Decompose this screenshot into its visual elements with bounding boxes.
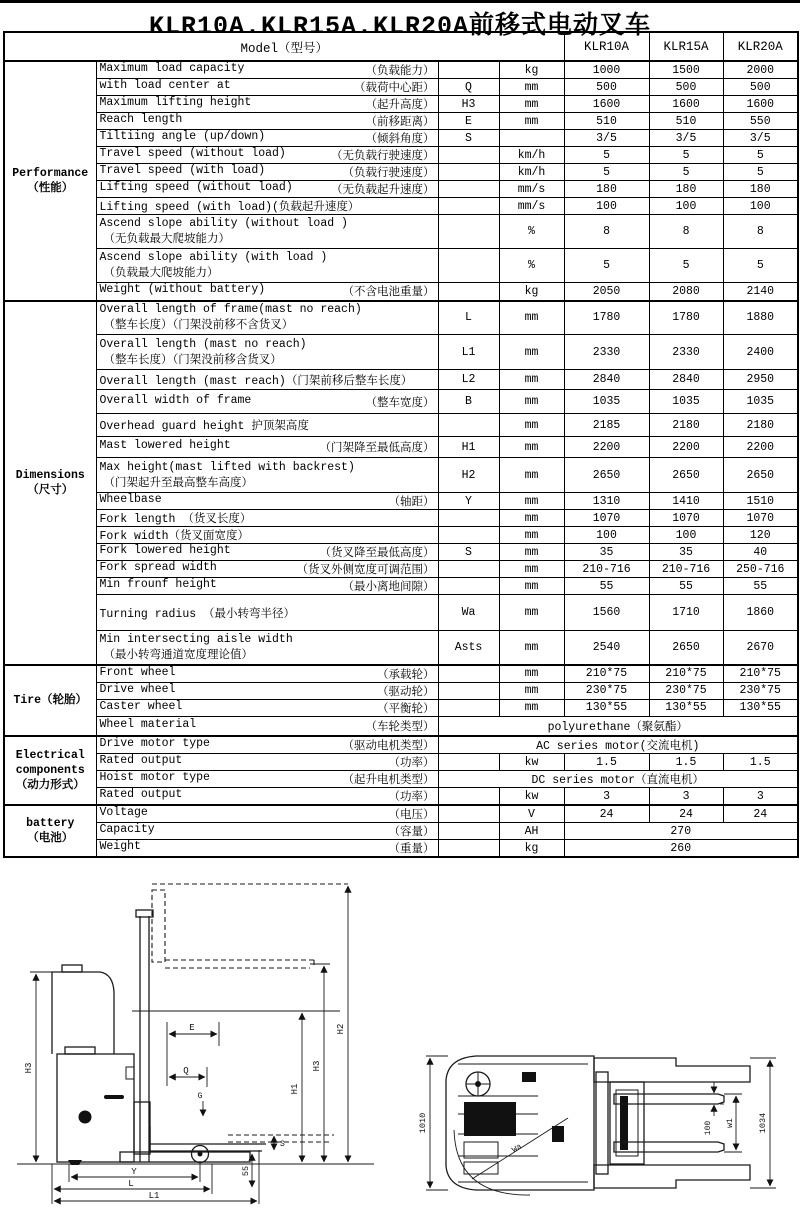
spec-symbol: B (438, 390, 499, 414)
spec-unit: % (499, 215, 564, 249)
spec-value-klr10a: 1000 (564, 61, 649, 79)
spec-value-klr20a: 1.5 (723, 754, 798, 771)
spec-row (4, 458, 798, 493)
spec-desc: Overall length of frame(mast no reach) （整车长度）（门架没前移不含货叉） (96, 301, 438, 335)
spec-value-klr15a: 100 (649, 198, 723, 215)
spec-value-klr15a: 2840 (649, 370, 723, 390)
spec-value-klr10a: 2840 (564, 370, 649, 390)
spec-desc: Weight (without battery) （不含电池重量） (96, 283, 438, 301)
spec-desc: Rated output （功率） (96, 788, 438, 806)
spec-unit: % (499, 249, 564, 283)
spec-row (4, 198, 798, 215)
spec-unit: mm (499, 79, 564, 96)
spec-value-klr20a: 180 (723, 181, 798, 198)
spec-symbol (438, 527, 499, 544)
spec-unit: kw (499, 754, 564, 771)
spec-value-klr15a: 100 (649, 527, 723, 544)
spec-desc: Travel speed (with load) （负载行驶速度） (96, 164, 438, 181)
spec-value-klr10a: 5 (564, 147, 649, 164)
spec-desc: Maximum lifting height （起升高度） (96, 96, 438, 113)
spec-value-klr10a: 100 (564, 198, 649, 215)
spec-desc: Travel speed (without load) （无负载行驶速度） (96, 147, 438, 164)
dim-h3-left-label: H3 (24, 1062, 34, 1074)
spec-value-klr15a: 1600 (649, 96, 723, 113)
spec-row (4, 788, 798, 806)
spec-unit: mm (499, 493, 564, 510)
spec-value-klr20a: 1035 (723, 390, 798, 414)
spec-row (4, 665, 798, 683)
spec-symbol (438, 578, 499, 595)
spec-unit: mm (499, 527, 564, 544)
spec-value-klr15a: 3/5 (649, 130, 723, 147)
spec-value-klr15a: 1780 (649, 301, 723, 335)
spec-value-klr20a: 2180 (723, 414, 798, 437)
spec-value-klr15a: 55 (649, 578, 723, 595)
spec-symbol: L2 (438, 370, 499, 390)
spec-value-klr15a: 8 (649, 215, 723, 249)
dim-l1-label: L1 (148, 1191, 160, 1201)
spec-span-value: AC series motor(交流电机) (438, 736, 798, 754)
spec-unit: mm (499, 458, 564, 493)
spec-symbol: H2 (438, 458, 499, 493)
spec-unit: kw (499, 788, 564, 806)
spec-value-klr20a: 2000 (723, 61, 798, 79)
spec-row (4, 370, 798, 390)
spec-row (4, 335, 798, 370)
spec-value-klr15a: 180 (649, 181, 723, 198)
dim-h3-right-label: H3 (312, 1060, 322, 1072)
spec-unit: mm (499, 437, 564, 458)
spec-unit: km/h (499, 164, 564, 181)
spec-symbol (438, 840, 499, 858)
spec-row (4, 61, 798, 79)
spec-desc: Front wheel （承载轮） (96, 665, 438, 683)
spec-row (4, 414, 798, 437)
spec-symbol: L (438, 301, 499, 335)
spec-unit: mm (499, 335, 564, 370)
side-view-drawing (12, 864, 397, 1209)
spec-desc: Lifting speed (with load)(负载起升速度） (96, 198, 438, 215)
spec-value-klr15a: 2080 (649, 283, 723, 301)
spec-unit: kg (499, 283, 564, 301)
dim-h1-label: H1 (290, 1083, 300, 1095)
spec-unit: mm (499, 113, 564, 130)
dim-y-label: Y (131, 1167, 137, 1177)
dim-wa-label: Wa (510, 1142, 524, 1156)
spec-row (4, 805, 798, 823)
spec-unit: mm (499, 578, 564, 595)
page-title: KLR10A.KLR15A.KLR20A前移式电动叉车 (0, 0, 800, 31)
technical-drawings (0, 860, 800, 1212)
spec-span-value: polyurethane（聚氨酯） (438, 716, 798, 736)
spec-unit: AH (499, 823, 564, 840)
spec-value-klr20a: 550 (723, 113, 798, 130)
spec-value-klr15a: 130*55 (649, 699, 723, 716)
spec-desc: Turning radius （最小转弯半径） (96, 595, 438, 631)
spec-unit: mm (499, 370, 564, 390)
spec-row (4, 544, 798, 561)
spec-unit: mm (499, 414, 564, 437)
spec-value-klr20a: 120 (723, 527, 798, 544)
spec-value-klr20a: 5 (723, 147, 798, 164)
spec-span-value: DC series motor（直流电机） (438, 771, 798, 788)
spec-symbol (438, 754, 499, 771)
spec-value-klr10a: 2650 (564, 458, 649, 493)
spec-value-klr15a: 2650 (649, 458, 723, 493)
spec-symbol: H3 (438, 96, 499, 113)
spec-row (4, 96, 798, 113)
section-label: Dimensions （尺寸） (4, 301, 96, 665)
spec-value-klr20a: 3 (723, 788, 798, 806)
spec-value-klr20a: 2670 (723, 631, 798, 665)
spec-row (4, 595, 798, 631)
spec-value-klr10a: 1.5 (564, 754, 649, 771)
spec-row (4, 840, 798, 858)
dim-55-label: 55 (241, 1165, 251, 1177)
spec-value-klr10a: 100 (564, 527, 649, 544)
spec-unit: mm (499, 665, 564, 683)
spec-row (4, 754, 798, 771)
spec-desc: Rated output （功率） (96, 754, 438, 771)
spec-unit: km/h (499, 147, 564, 164)
spec-desc: Overall width of frame （整车宽度） (96, 390, 438, 414)
spec-value-klr20a: 130*55 (723, 699, 798, 716)
spec-value-klr10a: 180 (564, 181, 649, 198)
spec-value-klr10a: 1600 (564, 96, 649, 113)
spec-unit: mm (499, 595, 564, 631)
spec-value-klr10a: 2050 (564, 283, 649, 301)
spec-value-klr10a: 1780 (564, 301, 649, 335)
spec-value-klr10a: 2330 (564, 335, 649, 370)
spec-desc: Wheelbase （轴距） (96, 493, 438, 510)
spec-desc: Maximum load capacity （负载能力） (96, 61, 438, 79)
spec-row (4, 682, 798, 699)
spec-row (4, 249, 798, 283)
model-label: Model（型号） (4, 32, 564, 61)
spec-value-klr10a: 130*55 (564, 699, 649, 716)
spec-row (4, 437, 798, 458)
spec-unit: kg (499, 840, 564, 858)
spec-unit: mm (499, 390, 564, 414)
spec-row (4, 771, 798, 788)
spec-symbol (438, 682, 499, 699)
spec-value-klr20a: 2140 (723, 283, 798, 301)
spec-value-klr15a: 210-716 (649, 561, 723, 578)
spec-symbol (438, 215, 499, 249)
spec-value-klr15a: 5 (649, 147, 723, 164)
model-column-klr10a: KLR10A (564, 32, 649, 61)
spec-value-klr20a: 250-716 (723, 561, 798, 578)
spec-value-klr20a: 55 (723, 578, 798, 595)
spec-value-klr20a: 3/5 (723, 130, 798, 147)
spec-value-klr20a: 500 (723, 79, 798, 96)
spec-value-klr15a: 3 (649, 788, 723, 806)
spec-value-klr15a: 210*75 (649, 665, 723, 683)
spec-unit: mm (499, 510, 564, 527)
spec-row (4, 527, 798, 544)
dim-100-label: 100 (704, 1120, 713, 1136)
spec-value-klr20a: 40 (723, 544, 798, 561)
spec-desc: with load center at （载荷中心距） (96, 79, 438, 96)
spec-value-klr10a: 510 (564, 113, 649, 130)
spec-value-klr10a: 2185 (564, 414, 649, 437)
spec-value-klr15a: 230*75 (649, 682, 723, 699)
spec-symbol (438, 147, 499, 164)
spec-value-klr15a: 5 (649, 164, 723, 181)
spec-desc: Min frounf height （最小离地间隙） (96, 578, 438, 595)
spec-value-klr10a: 55 (564, 578, 649, 595)
spec-value-klr20a: 24 (723, 805, 798, 823)
spec-value-klr20a: 2950 (723, 370, 798, 390)
spec-symbol (438, 699, 499, 716)
spec-value-klr10a: 1310 (564, 493, 649, 510)
spec-value-klr10a: 1560 (564, 595, 649, 631)
spec-value-klr10a: 3/5 (564, 130, 649, 147)
spec-desc: Voltage （电压） (96, 805, 438, 823)
spec-desc: Fork lowered height （货叉降至最低高度） (96, 544, 438, 561)
spec-value-klr20a: 1600 (723, 96, 798, 113)
spec-row (4, 578, 798, 595)
spec-value-klr15a: 1500 (649, 61, 723, 79)
spec-value-klr15a: 1070 (649, 510, 723, 527)
spec-unit: mm/s (499, 181, 564, 198)
spec-value-klr20a: 230*75 (723, 682, 798, 699)
spec-row (4, 699, 798, 716)
spec-value-klr15a: 35 (649, 544, 723, 561)
spec-symbol: Asts (438, 631, 499, 665)
section-label: Performance （性能） (4, 61, 96, 301)
spec-value-klr10a: 230*75 (564, 682, 649, 699)
spec-row (4, 631, 798, 665)
dim-q-label: Q (183, 1066, 189, 1076)
spec-row (4, 79, 798, 96)
spec-value-klr10a: 8 (564, 215, 649, 249)
dim-s-label: S (280, 1140, 285, 1149)
spec-row (4, 113, 798, 130)
spec-row (4, 390, 798, 414)
spec-symbol (438, 414, 499, 437)
spec-row (4, 823, 798, 840)
spec-unit: mm (499, 561, 564, 578)
spec-row (4, 181, 798, 198)
spec-merged-value: 270 (564, 823, 798, 840)
spec-symbol: L1 (438, 335, 499, 370)
spec-symbol (438, 561, 499, 578)
spec-value-klr15a: 500 (649, 79, 723, 96)
spec-row (4, 130, 798, 147)
dim-w1-label: w1 (726, 1118, 735, 1128)
spec-value-klr15a: 5 (649, 249, 723, 283)
spec-value-klr10a: 2200 (564, 437, 649, 458)
spec-row (4, 301, 798, 335)
spec-desc: Overhead guard height 护顶架高度 (96, 414, 438, 437)
spec-value-klr20a: 1880 (723, 301, 798, 335)
spec-symbol: Y (438, 493, 499, 510)
top-view-drawing (418, 1038, 793, 1208)
spec-desc: Overall length (mast no reach) （整车长度）（门架没前移含货叉） (96, 335, 438, 370)
dim-g-label: G (197, 1092, 203, 1101)
spec-unit: mm/s (499, 198, 564, 215)
spec-row (4, 493, 798, 510)
spec-symbol (438, 788, 499, 806)
spec-unit: mm (499, 544, 564, 561)
spec-value-klr20a: 5 (723, 249, 798, 283)
spec-value-klr10a: 1070 (564, 510, 649, 527)
spec-row (4, 716, 798, 736)
spec-desc: Capacity （容量） (96, 823, 438, 840)
spec-value-klr15a: 2330 (649, 335, 723, 370)
spec-row (4, 561, 798, 578)
spec-value-klr15a: 1710 (649, 595, 723, 631)
dim-1010-label: 1010 (418, 1112, 428, 1134)
dim-h2-label: H2 (336, 1023, 346, 1035)
spec-value-klr15a: 2650 (649, 631, 723, 665)
spec-value-klr15a: 2200 (649, 437, 723, 458)
spec-value-klr15a: 510 (649, 113, 723, 130)
spec-unit: mm (499, 301, 564, 335)
spec-unit: mm (499, 96, 564, 113)
section-label: battery （电池） (4, 805, 96, 857)
spec-value-klr20a: 1510 (723, 493, 798, 510)
spec-value-klr15a: 1410 (649, 493, 723, 510)
spec-desc: Lifting speed (without load) （无负载起升速度） (96, 181, 438, 198)
spec-value-klr15a: 2180 (649, 414, 723, 437)
spec-desc: Tiltiing angle (up/down) （倾斜角度） (96, 130, 438, 147)
spec-value-klr10a: 210-716 (564, 561, 649, 578)
spec-table (3, 31, 799, 858)
spec-value-klr10a: 2540 (564, 631, 649, 665)
spec-symbol (438, 823, 499, 840)
spec-row (4, 736, 798, 754)
spec-value-klr10a: 5 (564, 164, 649, 181)
spec-value-klr20a: 2650 (723, 458, 798, 493)
spec-value-klr20a: 2200 (723, 437, 798, 458)
section-label: Electrical components （动力形式） (4, 736, 96, 805)
dim-1034-label: 1034 (758, 1112, 768, 1134)
spec-row (4, 147, 798, 164)
spec-value-klr20a: 2400 (723, 335, 798, 370)
spec-row (4, 510, 798, 527)
spec-desc: Caster wheel （平衡轮） (96, 699, 438, 716)
spec-value-klr20a: 1070 (723, 510, 798, 527)
spec-unit: mm (499, 631, 564, 665)
dim-l-label: L (128, 1179, 134, 1189)
spec-merged-value: 260 (564, 840, 798, 858)
spec-value-klr10a: 210*75 (564, 665, 649, 683)
spec-symbol (438, 181, 499, 198)
spec-symbol (438, 198, 499, 215)
spec-symbol: E (438, 113, 499, 130)
spec-value-klr20a: 1860 (723, 595, 798, 631)
spec-unit: mm (499, 682, 564, 699)
spec-value-klr20a: 8 (723, 215, 798, 249)
spec-symbol (438, 61, 499, 79)
model-column-klr20a: KLR20A (723, 32, 798, 61)
spec-value-klr15a: 24 (649, 805, 723, 823)
spec-desc: Hoist motor type （起升电机类型） (96, 771, 438, 788)
spec-desc: Mast lowered height （门架降至最低高度） (96, 437, 438, 458)
spec-symbol (438, 805, 499, 823)
spec-desc: Ascend slope ability (with load ) （负载最大爬坡能力） (96, 249, 438, 283)
spec-value-klr10a: 24 (564, 805, 649, 823)
spec-desc: Wheel material （车轮类型） (96, 716, 438, 736)
spec-symbol: S (438, 544, 499, 561)
spec-desc: Overall length (mast reach)（门架前移后整车长度） (96, 370, 438, 390)
section-label: Tire（轮胎） (4, 665, 96, 737)
spec-desc: Fork width（货叉面宽度） (96, 527, 438, 544)
spec-desc: Min intersecting aisle width （最小转弯通道宽度理论值） (96, 631, 438, 665)
spec-row (4, 215, 798, 249)
model-column-klr15a: KLR15A (649, 32, 723, 61)
spec-desc: Ascend slope ability (without load ) （无负载最大爬坡能力） (96, 215, 438, 249)
spec-value-klr10a: 35 (564, 544, 649, 561)
spec-row (4, 283, 798, 301)
spec-value-klr10a: 500 (564, 79, 649, 96)
spec-unit: mm (499, 699, 564, 716)
spec-desc: Weight （重量） (96, 840, 438, 858)
spec-desc: Fork spread width （货叉外侧宽度可调范围） (96, 561, 438, 578)
spec-value-klr10a: 3 (564, 788, 649, 806)
spec-symbol: H1 (438, 437, 499, 458)
spec-unit: kg (499, 61, 564, 79)
spec-value-klr20a: 100 (723, 198, 798, 215)
spec-symbol (438, 164, 499, 181)
spec-value-klr20a: 210*75 (723, 665, 798, 683)
spec-symbol: Q (438, 79, 499, 96)
spec-value-klr20a: 5 (723, 164, 798, 181)
spec-desc: Reach length （前移距离） (96, 113, 438, 130)
spec-symbol: S (438, 130, 499, 147)
spec-value-klr15a: 1035 (649, 390, 723, 414)
spec-desc: Drive wheel （驱动轮） (96, 682, 438, 699)
spec-symbol: Wa (438, 595, 499, 631)
spec-value-klr10a: 1035 (564, 390, 649, 414)
spec-symbol (438, 249, 499, 283)
spec-symbol (438, 510, 499, 527)
spec-unit (499, 130, 564, 147)
spec-symbol (438, 283, 499, 301)
spec-value-klr15a: 1.5 (649, 754, 723, 771)
spec-desc: Drive motor type （驱动电机类型） (96, 736, 438, 754)
spec-row (4, 164, 798, 181)
spec-desc: Max height(mast lifted with backrest) （门架起升至最高整车高度） (96, 458, 438, 493)
dim-e-label: E (189, 1023, 195, 1033)
side-view-wheel-hub (79, 1111, 92, 1124)
spec-desc: Fork length （货叉长度） (96, 510, 438, 527)
spec-unit: V (499, 805, 564, 823)
spec-value-klr10a: 5 (564, 249, 649, 283)
spec-symbol (438, 665, 499, 683)
